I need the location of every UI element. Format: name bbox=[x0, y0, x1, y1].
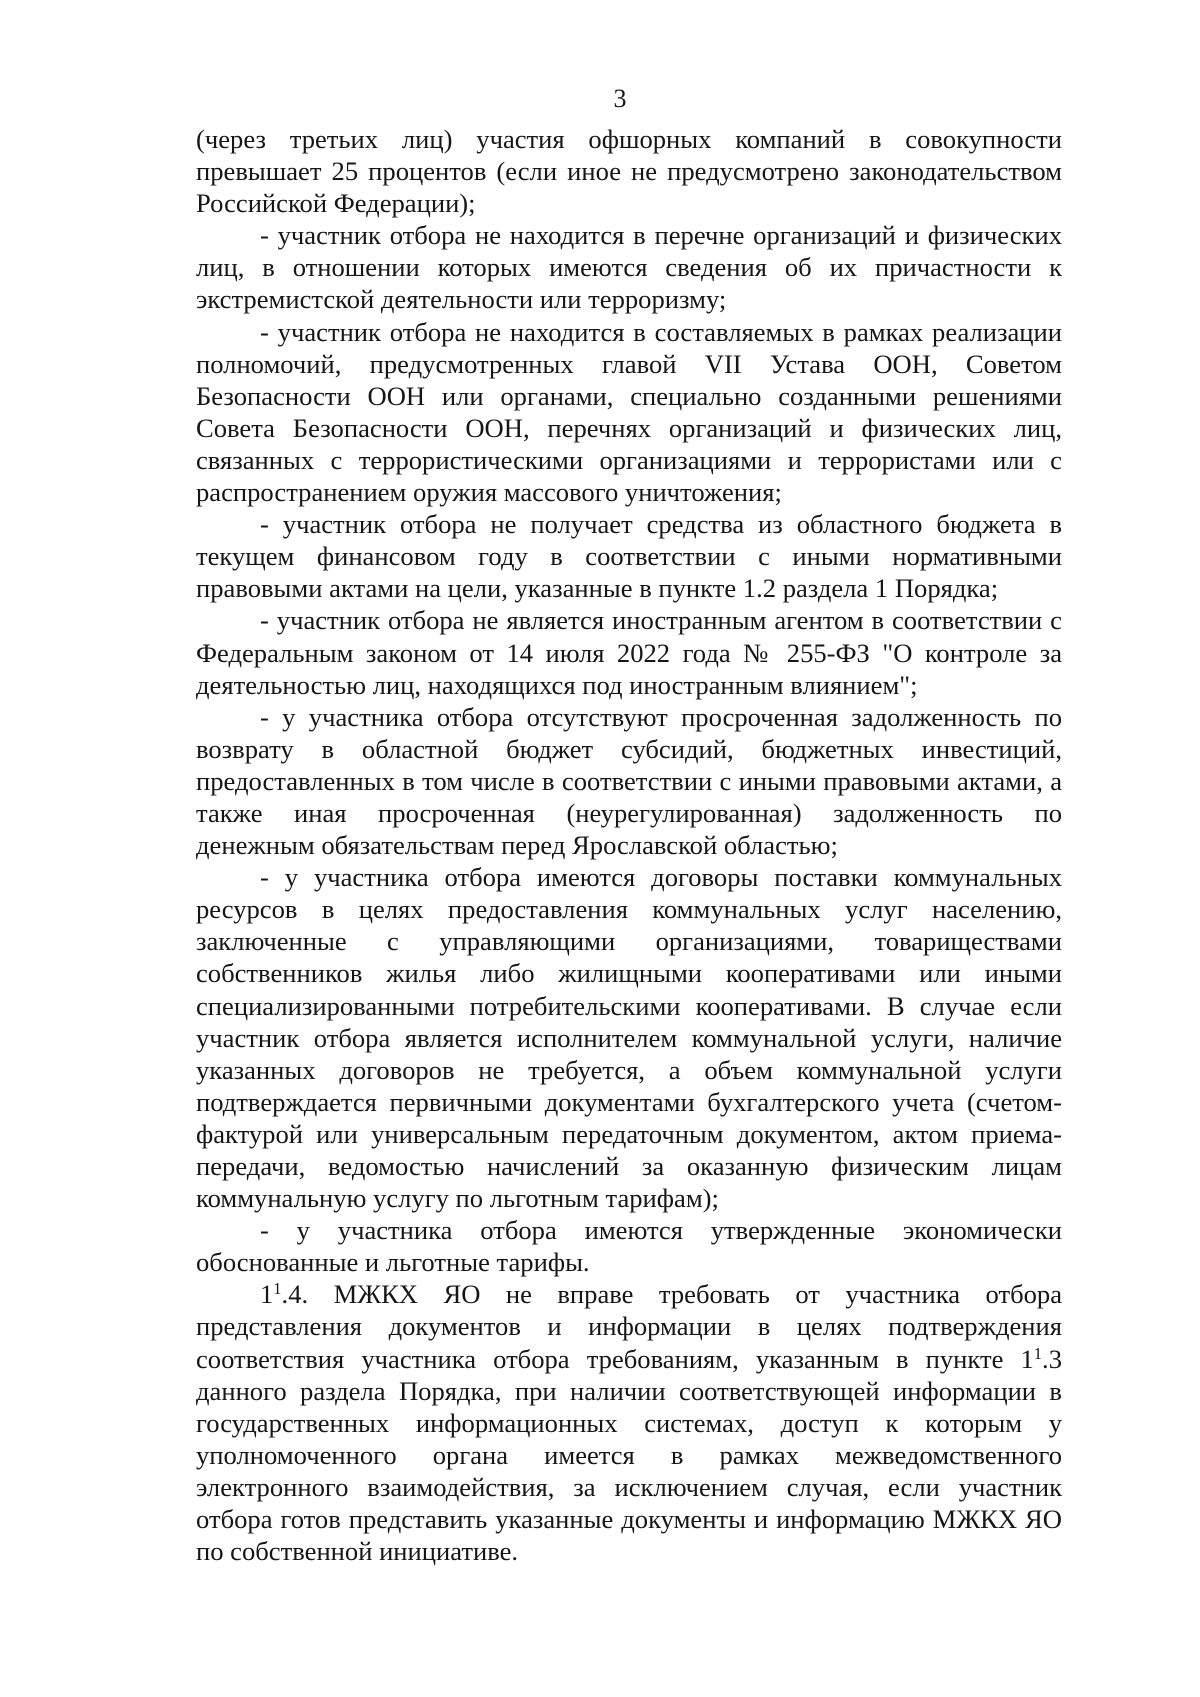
clause-text-part-1: .4. МЖКХ ЯО не вправе требовать от участника отбора представления документов и информации в целях подтверждения соответствия участника отбора требованиям, указанным в пункте bbox=[196, 1279, 1062, 1374]
clause-reference-superscript: 1 bbox=[1033, 1343, 1043, 1363]
paragraph-5: - участник отбора не является иностранным агентом в соответствии с Федеральным законом от 14 июля 2022 года № 255-ФЗ "О контроле за деятельностью лиц, находящихся под иностранным влиянием"; bbox=[196, 605, 1062, 700]
clause-text-part-2: .3 данного раздела Порядка, при наличии соответствующей информации в государственных информационных системах, доступ к которым у уполномоченного органа имеется в рамках межведомственного электронного взаимодействия, за исключением случая, если участник отбора готов представить указанные документы и информацию МЖКХ ЯО по собственной инициативе. bbox=[196, 1343, 1062, 1567]
clause-number-superscript: 1 bbox=[273, 1279, 282, 1299]
paragraph-9 bbox=[196, 1278, 1062, 1567]
paragraph-4: - участник отбора не получает средства из областного бюджета в текущем финансовом году в соответствии с иными нормативными правовыми актами на цели, указанные в пункте 1.2 раздела 1 Порядка; bbox=[196, 509, 1062, 604]
page-number: 3 bbox=[613, 84, 627, 113]
paragraph-3: - участник отбора не находится в составляемых в рамках реализации полномочий, предусмотренных главой VII Устава ООН, Советом Безопасности ООН или органами, специально созданными решениями Совета Безопасности ООН, перечнях организаций и физических лиц, связанных с террористическими организациями и террористами или с распространением оружия массового уничтожения; bbox=[196, 316, 1062, 508]
clause-reference-number: 1 bbox=[1020, 1343, 1034, 1374]
document-body bbox=[196, 123, 1062, 1567]
clause-number: 1 bbox=[260, 1279, 274, 1310]
paragraph-2: - участник отбора не находится в перечне организаций и физических лиц, в отношении которых имеются сведения об их причастности к экстремистской деятельности или терроризму; bbox=[196, 220, 1062, 315]
paragraph-6: - у участника отбора отсутствуют просроченная задолженность по возврату в областной бюджет субсидий, бюджетных инвестиций, предоставленных в том числе в соответствии с иными правовыми актами, а также иная просроченная (неурегулированная) задолженность по денежным обязательствам перед Ярославской областью; bbox=[196, 701, 1062, 861]
paragraph-1: (через третьих лиц) участия офшорных компаний в совокупности превышает 25 процентов (если иное не предусмотрено законодательством Российской Федерации); bbox=[196, 124, 1062, 219]
paragraph-7: - у участника отбора имеются договоры поставки коммунальных ресурсов в целях предоставления коммунальных услуг населению, заключенные с управляющими организациями, товариществами собственников жилья либо жилищными кооперативами или иными специализированными потребительскими кооперативами. В случае если участник отбора является исполнителем коммунальной услуги, наличие указанных договоров не требуется, а объем коммунальной услуги подтверждается первичными документами бухгалтерского учета (счетом-фактурой или универсальным передаточным документом, актом приема-передачи, ведомостью начислений за оказанную физическим лицам коммунальную услугу по льготным тарифам); bbox=[196, 862, 1062, 1214]
paragraph-8: - у участника отбора имеются утвержденные экономически обоснованные и льготные тарифы. bbox=[196, 1215, 1062, 1278]
